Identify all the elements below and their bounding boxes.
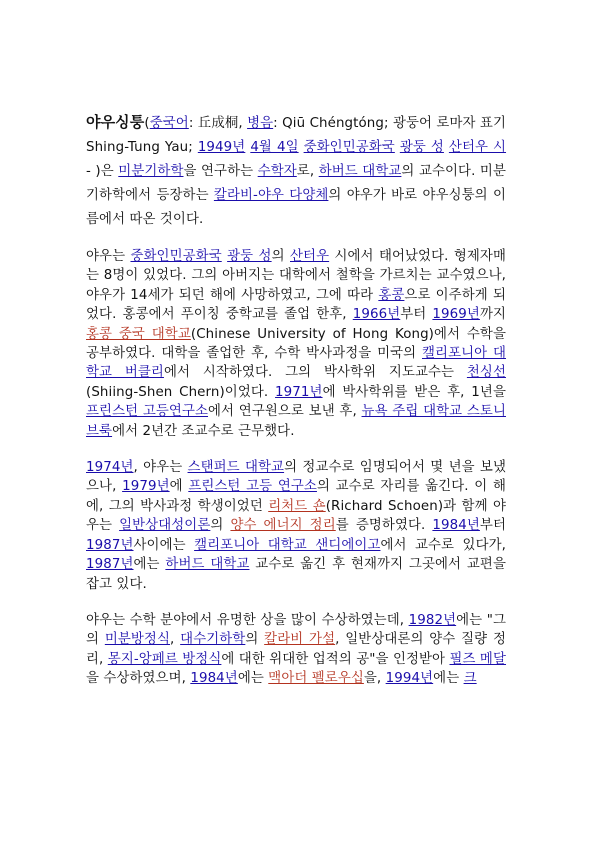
wiki-link[interactable]: 스탠퍼드 대학교 [187, 460, 285, 476]
wiki-link[interactable]: 산터우 시 [448, 140, 507, 155]
wiki-link[interactable]: 하버드 대학교 [318, 164, 402, 179]
wiki-link[interactable]: 1982년 [408, 612, 457, 628]
wiki-link[interactable]: 프린스턴 고등연구소 [86, 404, 209, 420]
body-text: 에는 [133, 557, 166, 573]
body-text: 을, [363, 671, 386, 687]
body-text: - )은 [86, 164, 119, 179]
wiki-link[interactable]: 미분방정식 [104, 632, 171, 648]
body-text: 에는 [237, 671, 269, 687]
awards-paragraph [86, 611, 506, 689]
wiki-link[interactable]: 맥아더 펠로우십 [268, 671, 364, 687]
body-text: 에서 연구원으로 보낸 후, [208, 404, 362, 420]
body-text: 에서 교수로 있다가, [380, 537, 507, 553]
career-paragraph [86, 458, 506, 594]
wiki-link[interactable]: 캘리포니아 대학교 버클리 [86, 346, 506, 381]
body-text: 의 교수로 자리를 옮긴다. 이 해에, 그의 박사과정 학생이었던 [86, 479, 507, 514]
wiki-link[interactable]: 1974년 [86, 460, 134, 476]
wiki-link[interactable]: 1984년 [432, 518, 480, 534]
wiki-link[interactable]: 뉴욕 주립 대학교 스토니브룩 [86, 404, 506, 439]
wiki-link[interactable]: 대수기하학 [180, 632, 246, 648]
wiki-link[interactable]: 천싱선 [466, 365, 506, 381]
wiki-link[interactable]: 1979년 [122, 479, 170, 495]
body-text: , [170, 632, 181, 648]
wiki-link[interactable]: 1994년 [385, 671, 434, 687]
body-text: 까지 [479, 307, 507, 323]
body-text: , 일반상대론의 양수 질량 정리, [86, 632, 506, 667]
body-text: 을 수상하였으며, [86, 671, 191, 687]
wiki-link[interactable]: 중국어 [149, 116, 189, 131]
body-text: (Chinese University of Hong Kong)에서 수학을 공부하였다. 대학을 졸업한 후, 수학 박사과정을 미국의 [86, 326, 506, 362]
intro-paragraph [86, 110, 506, 232]
body-text: 를 증명하였다. [335, 518, 433, 534]
wiki-link[interactable]: 1984년 [190, 671, 238, 687]
wiki-link[interactable]: 크 [463, 671, 477, 687]
body-text: , 야우는 [133, 460, 188, 476]
wiki-link[interactable]: 4월 4일 [250, 140, 299, 155]
body-text: 에 대한 위대한 업적의 공"을 인정받아 [221, 651, 450, 667]
wiki-link[interactable]: 중화인민공화국 [303, 140, 395, 155]
body-text: : 丘成桐, [188, 116, 248, 131]
wiki-link[interactable]: 홍콩 중국 대학교 [86, 326, 191, 342]
wiki-link[interactable]: 1969년 [432, 307, 480, 323]
body-text: 사이에는 [133, 537, 195, 553]
body-text: (Richard Schoen)과 함께 야우는 [86, 498, 506, 534]
wiki-link[interactable]: 일반상대성이론 [119, 518, 211, 534]
body-text: 에 [169, 479, 189, 495]
body-text: 으로 이주하게 되었다. 홍콩에서 푸이칭 중학교를 졸업 한후, [86, 287, 506, 323]
wiki-link[interactable]: 병음 [247, 116, 274, 131]
wiki-link[interactable]: 1966년 [352, 307, 401, 323]
wiki-link[interactable]: 1987년 [86, 557, 134, 573]
article-body [86, 110, 506, 706]
body-text: ( [144, 116, 150, 131]
body-text: 로, [296, 164, 319, 179]
wiki-link[interactable]: 미분기하학 [118, 164, 184, 179]
wiki-link[interactable]: 중화인민공화국 [130, 249, 222, 264]
body-text: (Shiing-Shen Chern)이었다. [86, 384, 276, 400]
body-text: 부터 [479, 518, 506, 534]
body-text: 부터 [400, 307, 433, 323]
wiki-link[interactable]: 1949년 [197, 140, 246, 155]
article-title-term: 야우싱퉁 [86, 113, 145, 131]
body-text: 의 정교수로 임명되어서 몇 년을 보냈으나, [86, 460, 506, 495]
body-text: 을 연구하는 [183, 164, 258, 179]
body-text: 의 야우가 바로 야우싱퉁의 이름에서 따온 것이다. [86, 188, 507, 227]
wiki-link[interactable]: 몽지-앙페르 방정식 [107, 651, 222, 667]
body-text: 에 박사학위를 받은 후, 1년을 [322, 384, 506, 400]
wiki-link[interactable]: 캘리포니아 대학교 샌디에이고 [194, 537, 381, 553]
body-text: 에는 "그의 [86, 612, 506, 648]
wiki-link[interactable]: 리처드 숀 [268, 498, 326, 514]
wiki-link[interactable]: 칼라비 가설 [264, 632, 336, 648]
wiki-link[interactable]: 1971년 [275, 384, 323, 400]
body-text: 의 [271, 249, 290, 264]
wiki-link[interactable]: 수학자 [257, 164, 297, 179]
body-text: 의 [245, 632, 265, 648]
wiki-link[interactable]: 광둥 성 [399, 140, 444, 155]
early-life-paragraph [86, 247, 506, 441]
body-text: 에서 2년간 조교수로 근무했다. [112, 423, 295, 439]
wiki-link[interactable]: 하버드 대학교 [165, 557, 250, 573]
wiki-link[interactable]: 1987년 [86, 537, 134, 553]
wiki-link[interactable]: 칼라비-야우 다양체 [213, 188, 329, 203]
wiki-link[interactable]: 필즈 메달 [449, 651, 507, 667]
body-text: 에는 [433, 671, 464, 687]
body-text: 야우는 [86, 249, 131, 264]
body-text: 의 교수이다. 미분기하학에서 등장하는 [86, 164, 507, 203]
wiki-link[interactable]: 산터우 [290, 249, 330, 264]
body-text: 교수로 옮긴 후 현재까지 그곳에서 교편을 잡고 있다. [86, 557, 506, 592]
body-text: : Qiū Chéngtóng; 광둥어 로마자 표기 Shing-Tung Yau; [86, 116, 506, 155]
wiki-link[interactable]: 양수 에너지 정리 [230, 518, 336, 534]
body-text: 에서 시작하였다. 그의 박사학위 지도교수는 [163, 365, 467, 381]
body-text: 야우는 수학 분야에서 유명한 상을 많이 수상하였는데, [86, 612, 409, 628]
wiki-link[interactable]: 홍콩 [378, 287, 405, 303]
body-text: 시에서 태어났었다. 형제자매는 8명이 있었다. 그의 아버지는 대학에서 철학을 가르치는 교수였으나, 야우가 14세가 되던 해에 사망하였고, 그에 따라 [86, 249, 506, 303]
body-text: 의 [210, 518, 231, 534]
wiki-link[interactable]: 광둥 성 [227, 249, 272, 264]
wiki-link[interactable]: 프린스턴 고등 연구소 [188, 479, 317, 495]
